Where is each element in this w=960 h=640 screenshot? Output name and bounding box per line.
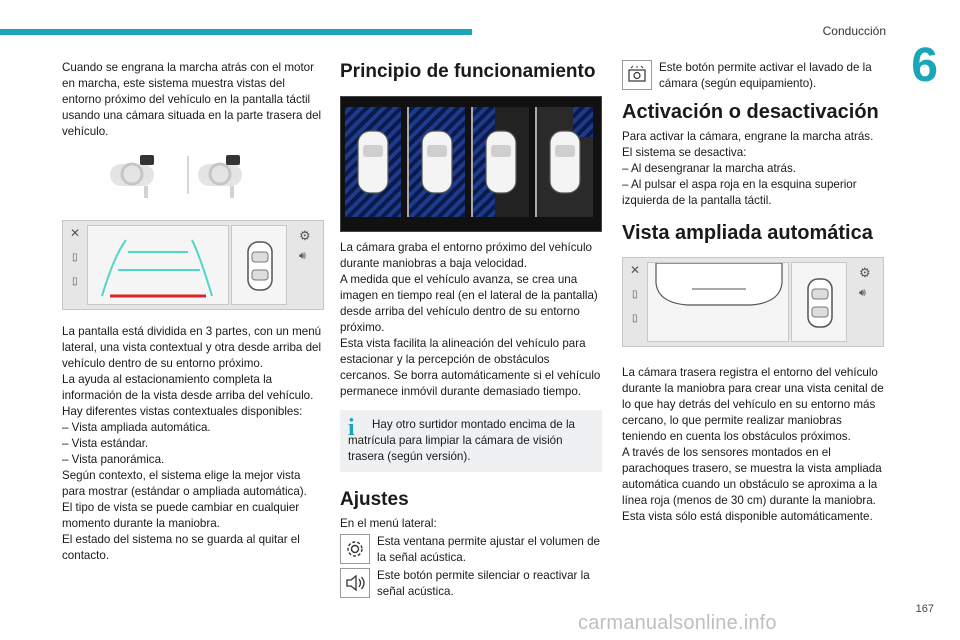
contextual-view [647,262,789,342]
top-view [791,262,847,342]
guide-lines-graphic [88,226,230,306]
lock-icon: ▯ [632,313,638,324]
paragraph: Hay diferentes vistas contextuales disponibles: [62,405,303,418]
sound-icon [340,568,370,598]
camera-wash-text: Este botón permite activar el lavado de la cámara (según equipamiento). [659,61,872,90]
body-text [622,365,884,525]
lock-icon: ▯ [72,252,78,263]
gear-icon: ⚙ [859,265,871,280]
ajustes-intro: En el menú lateral: [340,517,437,530]
activation-title: Activación o desactivación [622,101,879,123]
section-title: Principio de funcionamiento [340,61,596,82]
info-icon: i [348,415,355,441]
top-accent-bar [0,29,472,35]
paragraph: A través de los sensores montados en el parachoques trasero, se muestra la vista ampliada automática cuando un obstáculo se aproxima a la línea roja (menos de 30 cm) durante la maniobra. [622,446,882,507]
watermark: carmanualsonline.info [578,612,777,634]
setting-item-mute [340,568,602,600]
reverse-gear-illustration [62,150,324,204]
page-number: 167 [915,603,934,615]
car-top-icon [792,263,848,343]
gear-icon: ⚙ [299,228,311,243]
paragraph: El tipo de vista se puede cambiar en cualquier momento durante la maniobra. [62,501,300,530]
paragraph: La ayuda al estacionamiento completa la información de la vista desde arriba del vehículo. [62,373,314,402]
gear-icon [340,534,370,564]
ajustes-title: Ajustes [340,489,409,510]
paragraph: La pantalla está dividida en 3 partes, con un menú lateral, una vista contextual y otra desde arriba del vehículo dentro de su entorno próximo. [62,325,322,370]
paragraph: A medida que el vehículo avanza, se crea una imagen en tiempo real (en el lateral de la pantalla) desde arriba del vehículo dentro de su entorno próximo. [340,273,598,334]
car-top-icon [232,226,288,306]
car-sequence-graphic [341,97,603,233]
paragraph: Según contexto, el sistema elige la mejor vista para mostrar (estándar o ampliada automática). [62,469,307,498]
car-rear-zoomed-graphic [648,263,790,343]
paragraph: La cámara graba el entorno próximo del vehículo durante maniobras a baja velocidad. [340,241,592,270]
activation-text [622,129,884,209]
paragraph: Esta vista facilita la alineación del vehículo para estacionar y la percepción de obstáculos cercanos. Se borra automáticamente si el vehículo permanece inmóvil durante demasiado tiempo. [340,337,601,398]
column-3 [622,60,884,525]
paragraph: La cámara trasera registra el entorno del vehículo durante la maniobra para crear una vista cenital de lo que hay detrás del vehículo en su entorno más cercano, lo que permite realizar maniobras teniendo en cuenta los obstáculos próximos. [622,366,884,443]
list-item: – Al desengranar la marcha atrás. [622,162,797,175]
rear-camera-screen-illustration [62,220,324,310]
steering-wheel-icons [62,150,324,204]
paragraph: Esta vista sólo está disponible automáticamente. [622,510,873,523]
setting-description: Esta ventana permite ajustar el volumen de la señal acústica. [377,535,600,564]
chapter-number: 6 [911,39,938,92]
close-icon: ✕ [70,226,81,240]
list-item: – Vista ampliada automática. [62,421,211,434]
list-item: – Vista panorámica. [62,453,165,466]
sound-icon: 🔊︎ [299,250,306,262]
body-text [340,240,602,400]
paragraph: El sistema se desactiva: [622,146,747,159]
lock-icon: ▯ [632,289,638,300]
contextual-view [87,225,229,305]
top-view [231,225,287,305]
sound-icon: 🔊︎ [859,287,866,299]
top-view-sequence-illustration [340,96,602,232]
info-text: Hay otro surtidor montado encima de la matrícula para limpiar la cámara de visión trasera (según versión). [348,418,575,463]
chapter-label: Conducción [822,24,886,38]
column-2 [340,60,602,600]
setting-description: Este botón permite silenciar o reactivar la señal acústica. [377,569,590,598]
setting-item-volume [340,534,602,566]
body-text [62,324,324,564]
paragraph: Para activar la cámara, engrane la marcha atrás. [622,130,874,143]
close-icon: ✕ [630,263,641,277]
camera-wash-icon [622,60,652,90]
paragraph: El estado del sistema no se guarda al quitar el contacto. [62,533,300,562]
list-item: – Al pulsar el aspa roja en la esquina superior izquierda de la pantalla táctil. [622,178,857,207]
intro-paragraph: Cuando se engrana la marcha atrás con el motor en marcha, este sistema muestra vistas del entorno próximo del vehículo en la pantalla táctil usando una cámara situada en la parte trasera del vehículo. [62,61,322,138]
list-item: – Vista estándar. [62,437,149,450]
vista-title: Vista ampliada automática [622,222,873,244]
info-note [340,410,602,472]
column-1 [62,60,324,564]
zoomed-view-screen-illustration [622,257,884,347]
lock-icon: ▯ [72,276,78,287]
camera-wash-item [622,60,884,92]
